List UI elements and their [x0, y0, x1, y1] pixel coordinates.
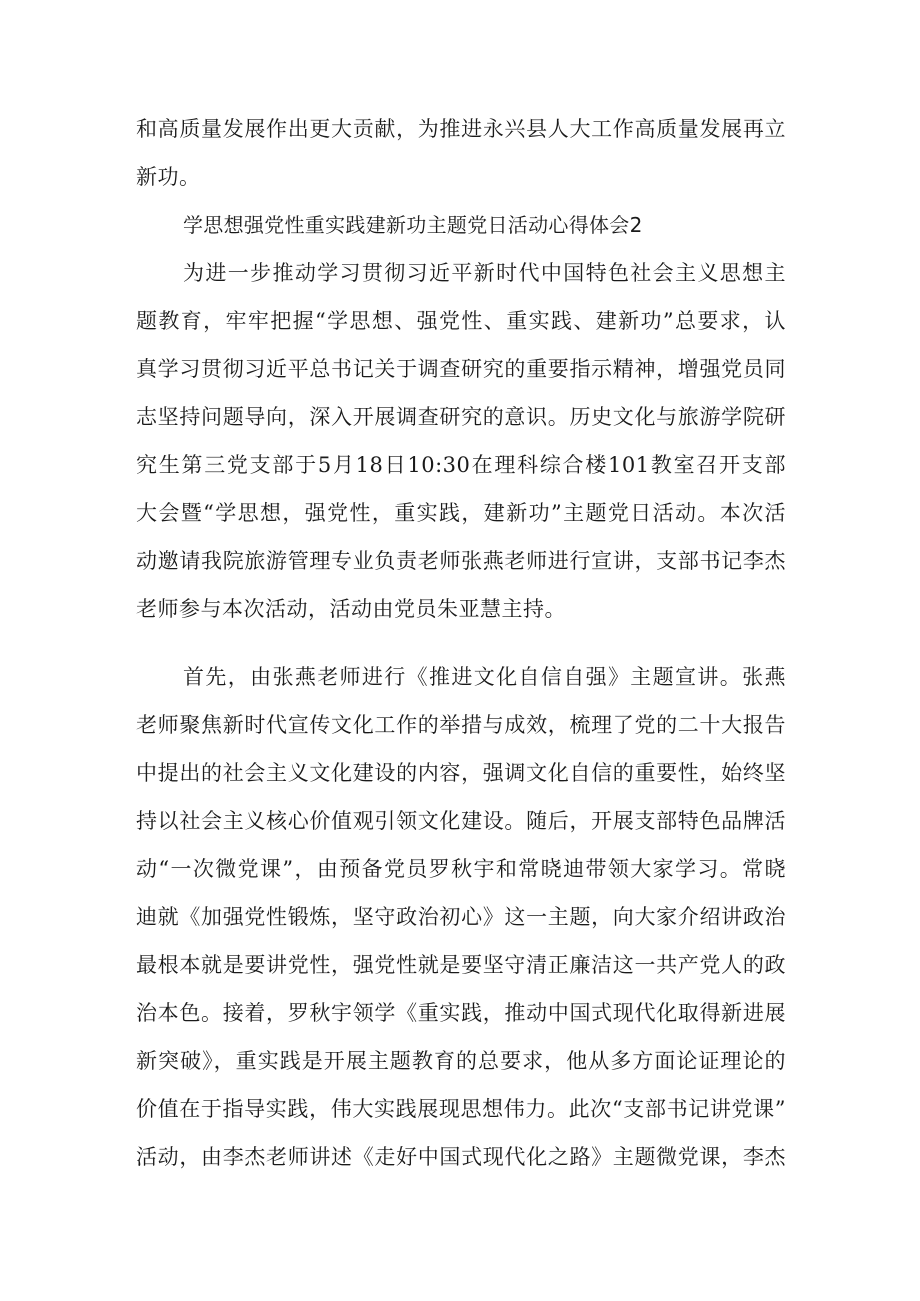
paragraph1-line-2: 题教育，牢牢把握“学思想、强党性、重实践、建新功”总要求，认	[136, 309, 786, 333]
paragraph1-line-7: 动邀请我院旅游管理专业负责老师张燕老师进行宣讲，支部书记李杰	[136, 549, 786, 573]
paragraph2-line-7: 最根本就是要讲党性，强党性就是要坚守清正廉洁这一共产党人的政	[136, 953, 786, 977]
paragraph2-line-11: 活动，由李杰老师讲述《走好中国式现代化之路》主题微党课，李杰	[136, 1145, 786, 1169]
paragraph2-line-8: 治本色。接着，罗秋宇领学《重实践，推动中国式现代化取得新进展	[136, 1001, 786, 1025]
section-subtitle: 学思想强党性重实践建新功主题党日活动心得体会2	[183, 213, 643, 237]
paragraph2-line-2: 老师聚焦新时代宣传文化工作的举措与成效，梳理了党的二十大报告	[136, 713, 786, 737]
paragraph1-line-5: 究生第三党支部于5月18日10:30在理科综合楼101教室召开支部	[136, 453, 786, 477]
paragraph2-line-3: 中提出的社会主义文化建设的内容，强调文化自信的重要性，始终坚	[136, 761, 786, 785]
paragraph1-line-3: 真学习贯彻习近平总书记关于调查研究的重要指示精神，增强党员同	[136, 357, 786, 381]
paragraph2-line-5: 动“一次微党课”，由预备党员罗秋宇和常晓迪带领大家学习。常晓	[136, 857, 786, 881]
paragraph1-line-1: 为进一步推动学习贯彻习近平新时代中国特色社会主义思想主	[183, 261, 786, 285]
paragraph2-line-10: 价值在于指导实践，伟大实践展现思想伟力。此次“支部书记讲党课”	[136, 1097, 786, 1121]
paragraph2-line-6: 迪就《加强党性锻炼，坚守政治初心》这一主题，向大家介绍讲政治	[136, 905, 786, 929]
continuation-line-1: 和高质量发展作出更大贡献，为推进永兴县人大工作高质量发展再立	[136, 117, 786, 141]
paragraph2-line-1: 首先，由张燕老师进行《推进文化自信自强》主题宣讲。张燕	[183, 665, 786, 689]
paragraph2-line-4: 持以社会主义核心价值观引领文化建设。随后，开展支部特色品牌活	[136, 809, 786, 833]
paragraph1-line-6: 大会暨“学思想，强党性，重实践，建新功”主题党日活动。本次活	[136, 501, 786, 525]
paragraph2-line-9: 新突破》，重实践是开展主题教育的总要求，他从多方面论证理论的	[136, 1049, 786, 1073]
paragraph1-line-4: 志坚持问题导向，深入开展调查研究的意识。历史文化与旅游学院研	[136, 405, 786, 429]
continuation-line-2: 新功。	[136, 165, 201, 189]
paragraph1-line-8: 老师参与本次活动，活动由党员朱亚慧主持。	[136, 597, 566, 621]
